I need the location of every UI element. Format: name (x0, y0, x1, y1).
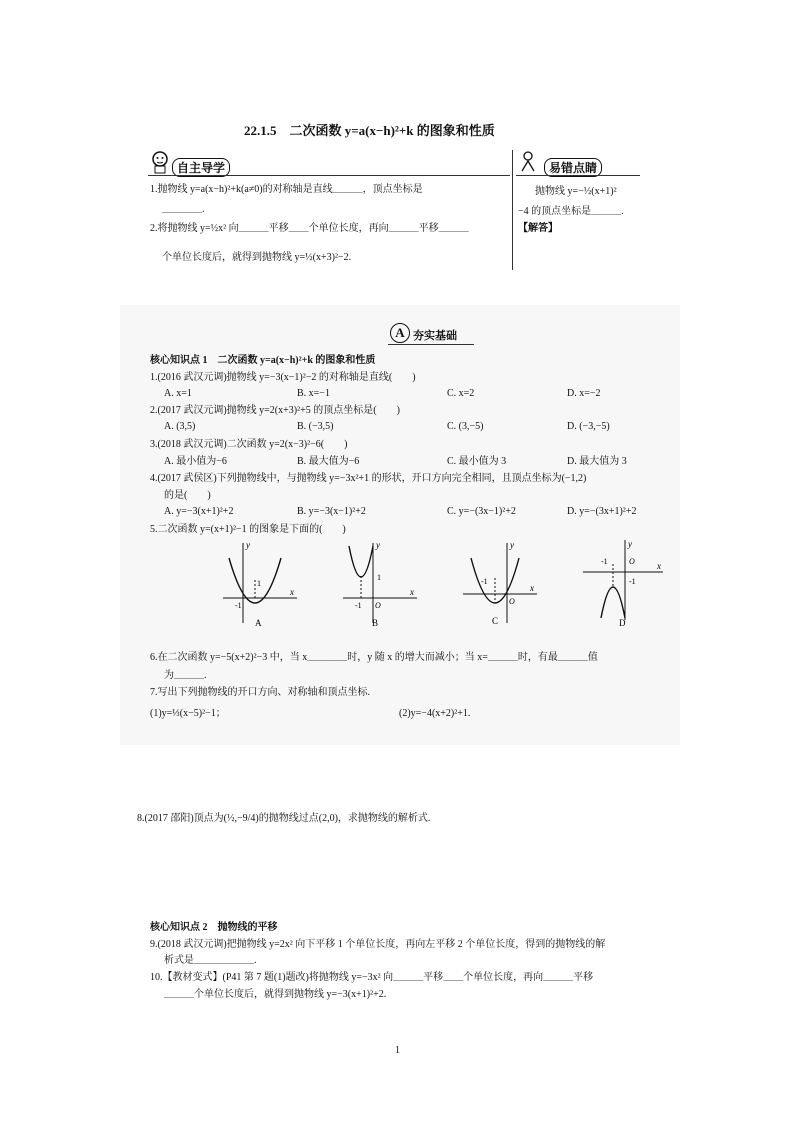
graph-d-minus-one-y: -1 (629, 577, 636, 586)
q4-option-b: B. y=−3(x−1)²+2 (297, 506, 366, 517)
page-title: 22.1.5 二次函数 y=a(x−h)²+k 的图象和性质 (244, 123, 495, 138)
q1-option-d: D. x=−2 (567, 388, 601, 399)
graph-b-origin: O (375, 601, 381, 610)
graph-c (463, 540, 537, 626)
q5-graphs (215, 538, 675, 630)
guide-q1: 1.抛物线 y=a(x−h)²+k(a≠0)的对称轴是直线＿＿＿，顶点坐标是 (150, 184, 423, 195)
mistakes-line1: 抛物线 y=−½(x+1)² (535, 186, 617, 197)
guide-q2-cont: 个单位长度后，就得到抛物线 y=½(x+3)²−2. (162, 252, 352, 263)
q2-option-b: B. (−3,5) (297, 421, 334, 432)
graph-d-origin: O (629, 557, 635, 566)
graph-c-origin: O (509, 597, 515, 606)
q2-option-d: D. (−3,−5) (567, 421, 610, 432)
kp2-heading: 核心知识点 2 抛物线的平移 (150, 922, 278, 933)
column-divider (512, 150, 513, 270)
graph-b-one: 1 (377, 573, 381, 582)
section-a-rule (388, 344, 474, 345)
q10-line2: ＿＿＿个单位长度后，就得到抛物线 y=−3(x+1)²+2. (164, 989, 387, 1000)
mistakes-answer-label: 【解答】 (518, 223, 558, 234)
graph-c-label: C (492, 616, 499, 626)
q3-option-a: A. 最小值为−6 (164, 456, 227, 467)
q10-line1: 10.【教材变式】(P41 第 7 题(1)题改)将抛物线 y=−3x² 向＿＿＿平移＿＿个单位长度，再向＿＿＿平移 (150, 972, 594, 983)
graph-a-one: 1 (257, 579, 261, 588)
graph-b-label: B (372, 618, 379, 628)
guide-q2: 2.将抛物线 y=½x² 向＿＿＿平移＿＿个单位长度，再向＿＿＿平移＿＿＿ (150, 223, 469, 234)
graph-d-x-label: x (657, 561, 661, 571)
q7-part2: (2)y=−4(x+2)²+1. (399, 708, 471, 719)
graph-a-y-label: y (246, 540, 250, 550)
graph-d (583, 539, 663, 628)
q5-stem: 5.二次函数 y=(x+1)²−1 的图象是下面的( ) (150, 524, 346, 535)
q2-option-a: A. (3,5) (164, 421, 196, 432)
q4-option-d: D. y=−(3x+1)²+2 (567, 506, 637, 517)
q4-option-a: A. y=−3(x+1)²+2 (164, 506, 234, 517)
guide-heading: 自主导学 (172, 158, 230, 177)
q2-option-c: C. (3,−5) (447, 421, 484, 432)
graph-b-minus-one: -1 (355, 601, 362, 610)
page-number: 1 (395, 1045, 400, 1056)
graph-c-minus-one: -1 (481, 577, 488, 586)
guide-icon (148, 150, 172, 174)
graph-a (223, 540, 297, 628)
graph-c-x-label: x (530, 583, 534, 593)
kp1-heading: 核心知识点 1 二次函数 y=a(x−h)²+k 的图象和性质 (150, 355, 376, 366)
graph-b-y-label: y (376, 540, 380, 550)
mistakes-icon (518, 150, 538, 172)
section-a-badge: A (390, 323, 410, 343)
mistakes-line2: −4 的顶点坐标是＿＿＿. (518, 206, 624, 217)
q8-stem: 8.(2017 邵阳)顶点为(½,−9/4)的抛物线过点(2,0)，求抛物线的解析式. (137, 813, 431, 824)
q6-line2: 为＿＿＿. (164, 670, 207, 681)
q6-line1: 6.在二次函数 y=−5(x+2)²−3 中，当 x＿＿＿＿时，y 随 x 的增大而减小；当 x=＿＿＿时，有最＿＿＿值 (150, 652, 598, 663)
graph-a-x-label: x (290, 587, 294, 597)
q9-line2: 析式是＿＿＿＿＿＿. (164, 955, 257, 966)
q4-stem: 4.(2017 武侯区)下列抛物线中，与抛物线 y=−3x²+1 的形状，开口方向完全相同，且顶点坐标为(−1,2) (150, 473, 587, 484)
graph-d-minus-one-x: -1 (601, 557, 608, 566)
q1-option-a: A. x=1 (164, 388, 192, 399)
q4-stem-cont: 的是( ) (164, 490, 211, 501)
q7-stem: 7.写出下列抛物线的开口方向、对称轴和顶点坐标. (150, 687, 370, 698)
q3-option-d: D. 最大值为 3 (567, 456, 627, 467)
graph-a-minus-one: -1 (235, 601, 242, 610)
q3-stem: 3.(2018 武汉元调)二次函数 y=2(x−3)²−6( ) (150, 439, 348, 450)
guide-q1-answer: ＿＿＿＿. (162, 204, 205, 215)
graph-b-x-label: x (410, 587, 414, 597)
guide-rule (148, 175, 510, 176)
q3-option-c: C. 最小值为 3 (447, 456, 507, 467)
q2-stem: 2.(2017 武汉元调)抛物线 y=2(x+3)²+5 的顶点坐标是( ) (150, 405, 400, 416)
graph-c-y-label: y (510, 540, 514, 550)
q7-part1: (1)y=⅓(x−5)²−1； (150, 708, 226, 719)
q1-option-b: B. x=−1 (297, 388, 330, 399)
q3-option-b: B. 最大值为−6 (297, 456, 360, 467)
graph-d-y-label: y (628, 539, 632, 549)
q9-line1: 9.(2018 武汉元调)把抛物线 y=2x² 向下平移 1 个单位长度，再向左平移 2 个单位长度，得到的抛物线的解 (150, 939, 606, 950)
graph-d-label: D (619, 618, 626, 628)
mistakes-heading: 易错点睛 (544, 158, 602, 177)
section-a-label: 夯实基础 (413, 330, 457, 342)
q1-option-c: C. x=2 (447, 388, 475, 399)
q1-stem: 1.(2016 武汉元调)抛物线 y=−3(x−1)²−2 的对称轴是直线( ) (150, 372, 416, 383)
graph-a-label: A (255, 618, 262, 628)
graph-b (343, 540, 417, 628)
mistakes-rule (516, 175, 640, 176)
q4-option-c: C. y=−(3x−1)²+2 (447, 506, 516, 517)
